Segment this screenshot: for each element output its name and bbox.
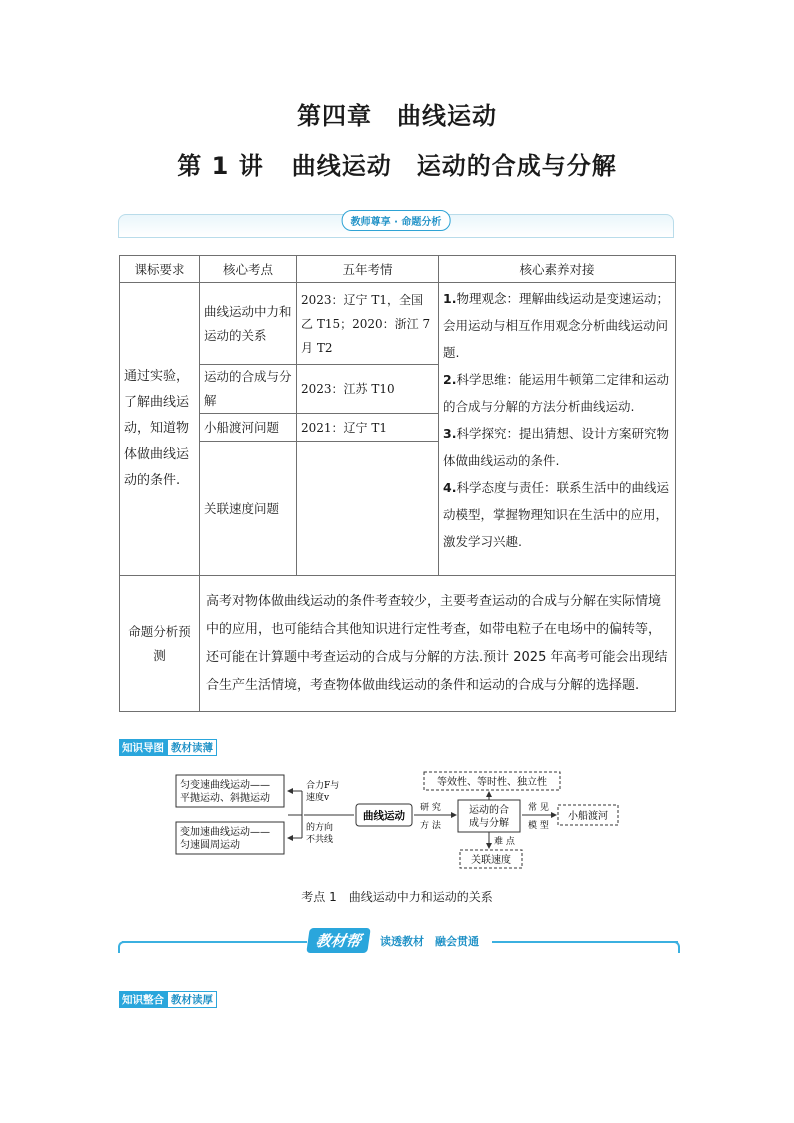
exam-analysis-table: [119, 255, 676, 712]
core-point-cell: 曲线运动中力和运动的关系: [200, 283, 297, 365]
literacy-item: 2.科学思维：能运用牛顿第二定律和运动的合成与分解的方法分析曲线运动.: [443, 372, 669, 414]
difficulty-text: 难 点: [494, 837, 515, 847]
section-line-left: [122, 941, 307, 943]
core-point-cell: 关联速度问题: [200, 442, 297, 576]
related-text: 关联速度: [471, 855, 511, 866]
section-line-right: [492, 941, 678, 943]
model-text-2: 模 型: [528, 821, 549, 831]
section-cap-right: [672, 941, 680, 953]
tag-primary: 知识整合: [119, 991, 167, 1008]
table-header-row: [120, 256, 676, 283]
tag-secondary: 教材读厚: [167, 991, 217, 1008]
model-text-1: 常 见: [528, 803, 549, 813]
section-subtitle: 读透教材 融会贯通: [380, 935, 479, 948]
condition-text-1: 合力F与: [306, 781, 340, 791]
literacy-cell: [439, 283, 676, 576]
core-point-cell: 运动的合成与分解: [200, 365, 297, 414]
literacy-item: 4.科学态度与责任：联系生活中的曲线运动模型，掌握物理知识在生活中的应用，激发学习兴趣.: [443, 480, 669, 549]
header-exam-history: 五年考情: [297, 256, 439, 283]
compose-text-2: 成与分解: [469, 818, 509, 829]
lecture-number: 第 1 讲: [177, 152, 264, 180]
method-text-2: 方 法: [420, 821, 441, 831]
uniform-curve-text-2: 平抛运动、斜抛运动: [180, 793, 270, 804]
exam-cell: 2023：江苏 T10: [297, 365, 439, 414]
prediction-text: 高考对物体做曲线运动的条件考查较少，主要考查运动的合成与分解在实际情境中的应用，也可能结合其他知识进行定性考查，如带电粒子在电场中的偏转等，还可能在计算题中考查运动的合成与分解的方法.预计 2025 年高考可能会出现结合生产生活情境，考查物体做曲线运动的条件和运动的合成与分解的选择题.: [200, 576, 676, 712]
condition-text-2: 速度v: [306, 793, 330, 803]
table-row: [120, 283, 676, 365]
banner-label: 教师尊享 · 命题分析: [342, 210, 451, 231]
compose-text-1: 运动的合: [469, 805, 509, 816]
properties-text: 等效性、等时性、独立性: [437, 777, 547, 788]
teacher-banner: [118, 210, 674, 236]
boat-text: 小船渡河: [568, 811, 608, 822]
core-point-cell: 小船渡河问题: [200, 414, 297, 442]
header-literacy: 核心素养对接: [439, 256, 676, 283]
method-text-1: 研 究: [420, 803, 441, 813]
exam-cell: 2023：辽宁 T1，全国乙 T15；2020：浙江 7 月 T2: [297, 283, 439, 365]
knowledge-map-diagram: [170, 770, 630, 870]
requirement-cell: 通过实验，了解曲线运动，知道物体做曲线运动的条件.: [120, 283, 200, 576]
lecture-title: [0, 146, 794, 181]
condition-text-3: 的方向: [306, 823, 334, 833]
header-core-point: 核心考点: [200, 256, 297, 283]
knowledge-integrate-tag: [119, 991, 217, 1008]
literacy-item: 1.物理观念：理解曲线运动是变速运动；会用运动与相互作用观念分析曲线运动问题.: [443, 291, 669, 360]
exam-cell: 2021：辽宁 T1: [297, 414, 439, 442]
section-badge: 教材帮: [306, 928, 371, 953]
condition-text-4: 不共线: [306, 835, 334, 845]
curve-motion-text: 曲线运动: [363, 810, 405, 822]
variable-curve-text-1: 变加速曲线运动——: [180, 827, 270, 838]
prediction-label: 命题分析预测: [120, 576, 200, 712]
chapter-title: 第四章 曲线运动: [297, 102, 497, 130]
tag-secondary: 教材读薄: [167, 739, 217, 756]
header-requirement: 课标要求: [120, 256, 200, 283]
knowledge-map-tag: [119, 739, 217, 756]
textbook-section-header: [118, 928, 680, 954]
variable-curve-text-2: 匀速圆周运动: [180, 840, 240, 851]
uniform-curve-text-1: 匀变速曲线运动——: [180, 780, 270, 791]
kaodian-title: 考点 1 曲线运动中力和运动的关系: [301, 890, 493, 904]
prediction-row: [120, 576, 676, 712]
tag-primary: 知识导图: [119, 739, 167, 756]
lecture-name: 曲线运动 运动的合成与分解: [291, 152, 617, 180]
exam-cell: [297, 442, 439, 576]
literacy-item: 3.科学探究：提出猜想、设计方案研究物体做曲线运动的条件.: [443, 426, 669, 468]
